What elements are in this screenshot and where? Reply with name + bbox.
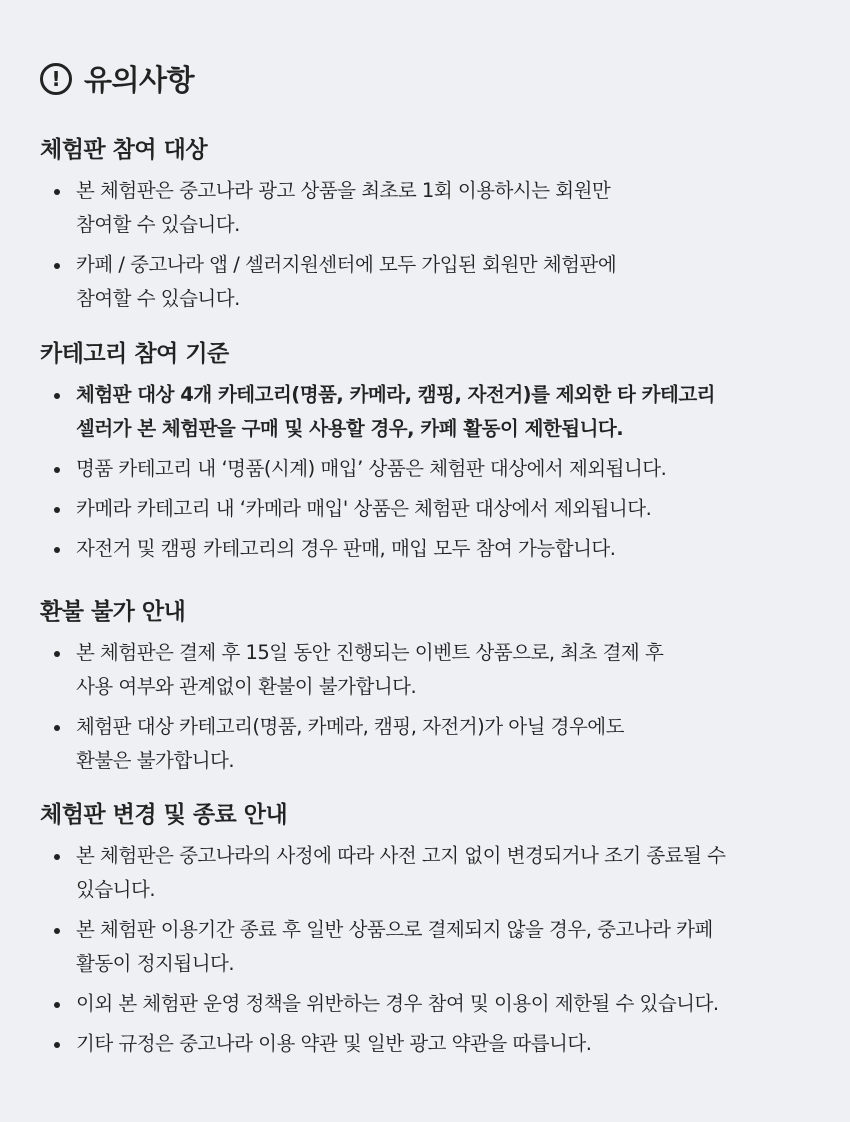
list-item-text: 본 체험판은 중고나라의 사정에 따라 사전 고지 없이 변경되거나 조기 종료될 수 [76,844,726,867]
list-item [40,248,840,316]
list-item-text: 참여할 수 있습니다. [76,213,240,236]
list-item-text: 사용 여부와 관계없이 환불이 불가합니다. [76,675,417,698]
list-item-text: 이외 본 체험판 운영 정책을 위반하는 경우 참여 및 이용이 제한될 수 있습니다. [76,992,719,1015]
bullet-icon [54,928,60,934]
list-item-text: 셀러가 본 체험판을 구매 및 사용할 경우, 카페 활동이 제한됩니다. [76,417,624,440]
page-title: 유의사항 [84,63,195,97]
section-title: 환불 불가 안내 [40,599,186,625]
section-eligibility [40,134,840,316]
bullet-icon [54,1042,60,1048]
list-item-text: 있습니다. [76,878,156,901]
section-list [40,174,840,316]
bullet-icon [54,854,60,860]
list-item-text: 참여할 수 있습니다. [76,287,240,310]
section-change-termination [40,799,840,1061]
list-item [40,636,840,704]
list-item [40,839,840,907]
list-item-text: 체험판 대상 카테고리(명품, 카메라, 캠핑, 자전거)가 아닐 경우에도 [76,715,624,738]
list-item-text: 카페 / 중고나라 앱 / 셀러지원센터에 모두 가입된 회원만 체험판에 [76,253,617,276]
list-item-text: 자전거 및 캠핑 카테고리의 경우 판매, 매입 모두 참여 가능합니다. [76,537,616,560]
list-item-text: 기타 규정은 중고나라 이용 약관 및 일반 광고 약관을 따릅니다. [76,1032,592,1055]
section-title: 카테고리 참여 기준 [40,341,229,367]
bullet-icon [54,263,60,269]
section-list [40,378,840,566]
list-item [40,452,840,486]
list-item-text: 활동이 정지됩니다. [76,952,235,975]
notice-header [40,58,194,99]
section-category-criteria [40,338,840,566]
section-no-refund [40,596,840,778]
bullet-icon [54,725,60,731]
list-item-text: 환불은 불가합니다. [76,749,235,772]
list-item [40,532,840,566]
bullet-icon [54,547,60,553]
list-item-text: 본 체험판은 중고나라 광고 상품을 최초로 1회 이용하시는 회원만 [76,179,611,202]
list-item [40,710,840,778]
list-item-text: 체험판 대상 4개 카테고리(명품, 카메라, 캠핑, 자전거)를 제외한 타 카테고리 [76,383,715,406]
bullet-icon [54,393,60,399]
list-item-text: 카메라 카테고리 내 ‘카메라 매입' 상품은 체험판 대상에서 제외됩니다. [76,497,652,520]
bullet-icon [54,189,60,195]
bullet-icon [54,651,60,657]
section-list [40,636,840,778]
list-item-text: 명품 카테고리 내 ‘명품(시계) 매입’ 상품은 체험판 대상에서 제외됩니다. [76,457,667,480]
list-item [40,987,840,1021]
list-item-text: 본 체험판 이용기간 종료 후 일반 상품으로 결제되지 않을 경우, 중고나라 카페 [76,918,713,941]
list-item [40,913,840,981]
list-item-text: 본 체험판은 결제 후 15일 동안 진행되는 이벤트 상품으로, 최초 결제 후 [76,641,664,664]
bullet-icon [54,467,60,473]
section-title: 체험판 변경 및 종료 안내 [40,802,288,828]
bullet-icon [54,507,60,513]
list-item [40,1027,840,1061]
list-item [40,378,840,446]
section-list [40,839,840,1061]
section-title: 체험판 참여 대상 [40,137,208,163]
bullet-icon [54,1002,60,1008]
list-item [40,174,840,242]
exclamation-circle-icon: ! [40,63,72,95]
list-item [40,492,840,526]
